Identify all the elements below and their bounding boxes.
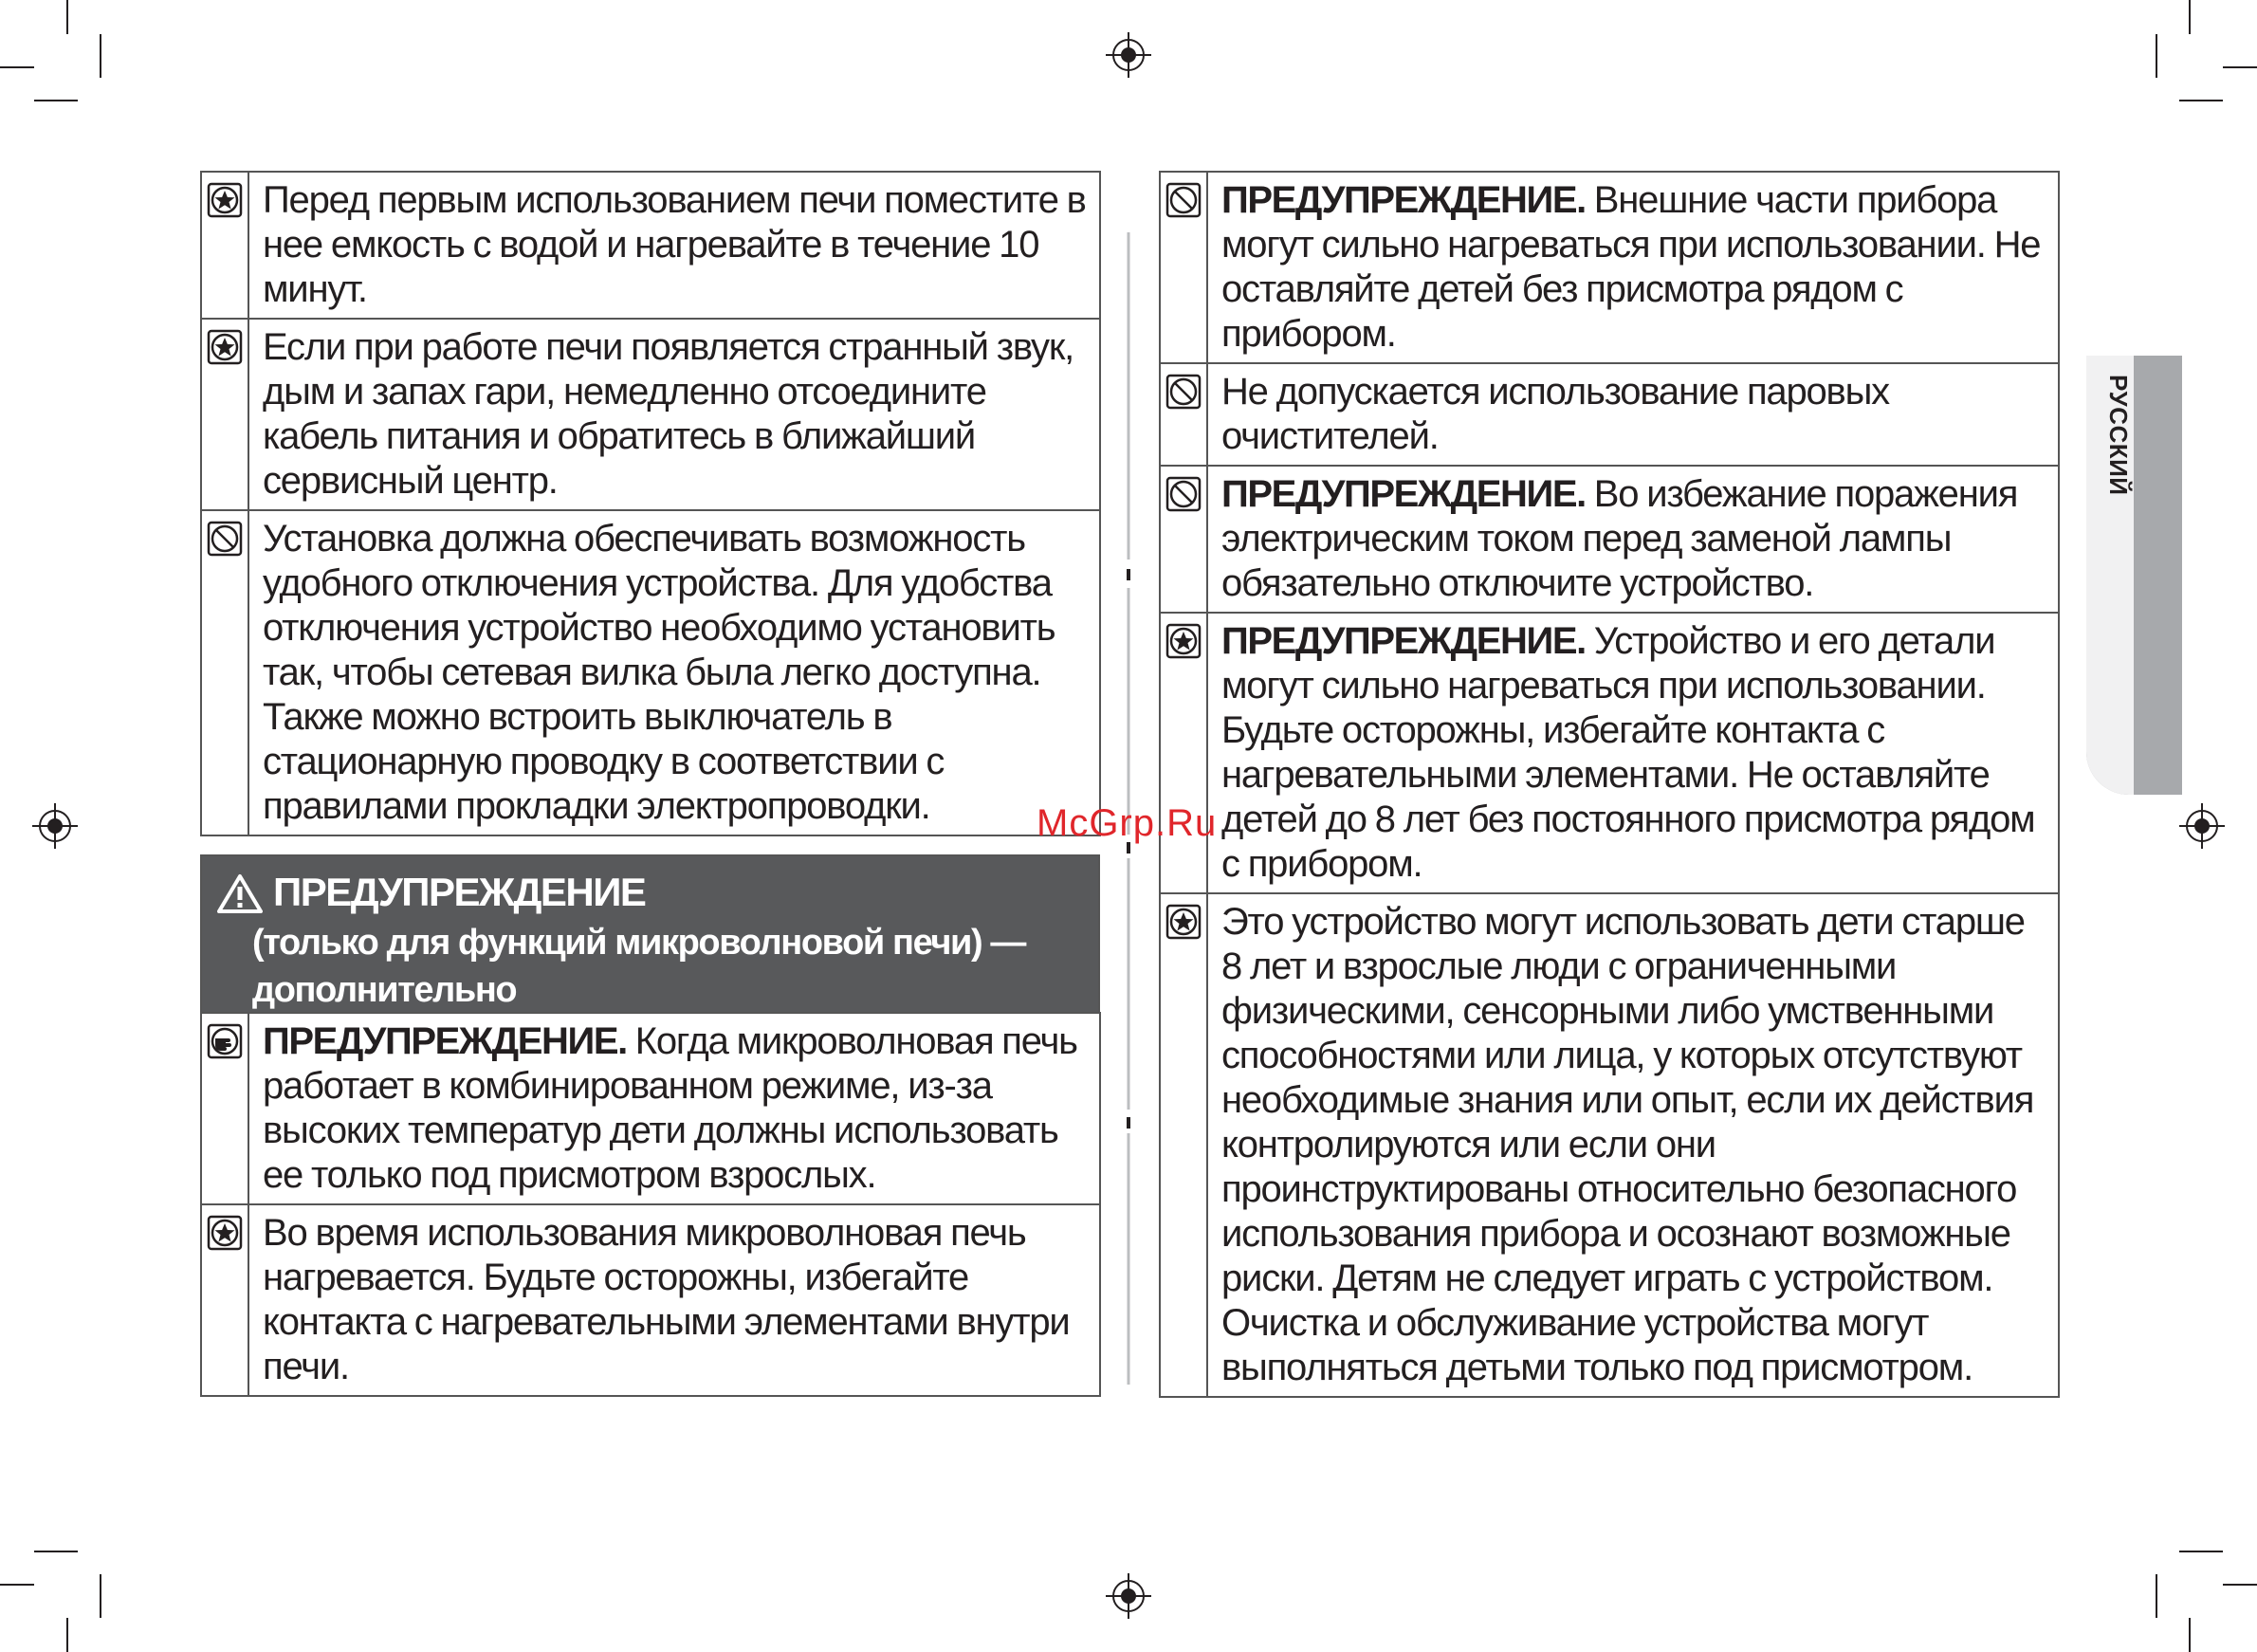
left-notes-table-bottom xyxy=(200,1012,1101,1397)
left-bottom-note-row xyxy=(201,1013,1100,1204)
star-icon xyxy=(1160,613,1207,893)
warning-label: ПРЕДУПРЕЖДЕНИЕ. xyxy=(1221,473,1586,515)
note-body: Во избежание поражения электрическим током перед заменой лампы обязательно отключите устройство. xyxy=(1221,473,2018,604)
note-text xyxy=(248,510,1100,835)
star-icon xyxy=(201,1204,248,1396)
prohibited-icon xyxy=(1160,466,1207,613)
note-text xyxy=(248,1013,1100,1204)
note-text xyxy=(1207,466,2059,613)
star-icon xyxy=(1160,893,1207,1397)
note-text xyxy=(248,319,1100,510)
warning-label: ПРЕДУПРЕЖДЕНИЕ. xyxy=(1221,620,1586,662)
right-column xyxy=(1159,171,2060,1398)
note-body: Внешние части прибора могут сильно нагреваться при использовании. Не оставляйте детей без присмотра рядом с прибором. xyxy=(1221,179,2041,355)
note-text xyxy=(1207,172,2059,363)
prohibited-icon xyxy=(201,510,248,835)
warning-banner xyxy=(200,854,1100,1014)
right-note-row xyxy=(1160,893,2059,1397)
note-body: Если при работе печи появляется странный звук, дым и запах гари, немедленно отсоедините кабель питания и обратитесь в ближайший сервисный центр. xyxy=(263,326,1074,502)
left-column xyxy=(200,171,1101,836)
note-body: Перед первым использованием печи поместите в нее емкость с водой и нагревайте в течение 10 минут. xyxy=(263,179,1086,310)
note-body: Установка должна обеспечивать возможность удобного отключения устройства. Для удобства отключения устройство необходимо установить так, чтобы сетевая вилка была легко доступна. Также можно встроить выключатель в стационарную проводку в соответствии с правилами прокладки электропроводки. xyxy=(263,518,1055,827)
note-body: Не допускается использование паровых очистителей. xyxy=(1221,371,1889,457)
warning-banner-subtitle: (только для функций микроволновой печи) — дополнительно xyxy=(252,923,1026,1010)
left-notes-table-top xyxy=(200,171,1101,836)
left-column-bottom xyxy=(200,1012,1101,1397)
prohibited-icon xyxy=(1160,363,1207,466)
watermark: McGrp.Ru xyxy=(1037,802,1218,844)
left-top-note-row xyxy=(201,319,1100,510)
note-body: Во время использования микроволновая печь нагревается. Будьте осторожны, избегайте контакта с нагревательными элементами внутри печи. xyxy=(263,1212,1070,1387)
right-note-row xyxy=(1160,172,2059,363)
language-tab-label: РУССКИЙ xyxy=(2104,375,2133,496)
note-text xyxy=(1207,893,2059,1397)
note-text xyxy=(1207,613,2059,893)
right-note-row xyxy=(1160,363,2059,466)
warning-label: ПРЕДУПРЕЖДЕНИЕ. xyxy=(1221,179,1586,221)
warning-banner-title: ПРЕДУПРЕЖДЕНИЕ xyxy=(273,870,646,914)
note-body: Когда микроволновая печь работает в комбинированном режиме, из-за высоких температур дети должны использовать ее только под присмотром взрослых. xyxy=(263,1020,1077,1196)
pointing-hand-icon xyxy=(201,1013,248,1204)
star-icon xyxy=(201,319,248,510)
right-note-row xyxy=(1160,613,2059,893)
warning-triangle-icon xyxy=(217,873,263,913)
note-body: Это устройство могут использовать дети старше 8 лет и взрослые люди с ограниченными физическими, сенсорными либо умственными способностями или лица, у которых отсутствуют необходимые знания или опыт, если их действия контролируются или если они проинструктированы относительно безопасного использования прибора и осознают возможные риски. Детям не следует играть с устройством. Очистка и обслуживание устройства могут выполняться детьми только под присмотром. xyxy=(1221,901,2034,1388)
prohibited-icon xyxy=(1160,172,1207,363)
warning-label: ПРЕДУПРЕЖДЕНИЕ. xyxy=(263,1020,627,1062)
note-body: Устройство и его детали могут сильно нагреваться при использовании. Будьте осторожны, избегайте контакта с нагревательными элементами. Не оставляйте детей до 8 лет без постоянного присмотра рядом с прибором. xyxy=(1221,620,2035,885)
note-text xyxy=(248,172,1100,319)
left-top-note-row xyxy=(201,172,1100,319)
note-text xyxy=(248,1204,1100,1396)
left-bottom-note-row xyxy=(201,1204,1100,1396)
right-note-row xyxy=(1160,466,2059,613)
right-notes-table xyxy=(1159,171,2060,1398)
note-text xyxy=(1207,363,2059,466)
star-icon xyxy=(201,172,248,319)
left-top-note-row xyxy=(201,510,1100,835)
